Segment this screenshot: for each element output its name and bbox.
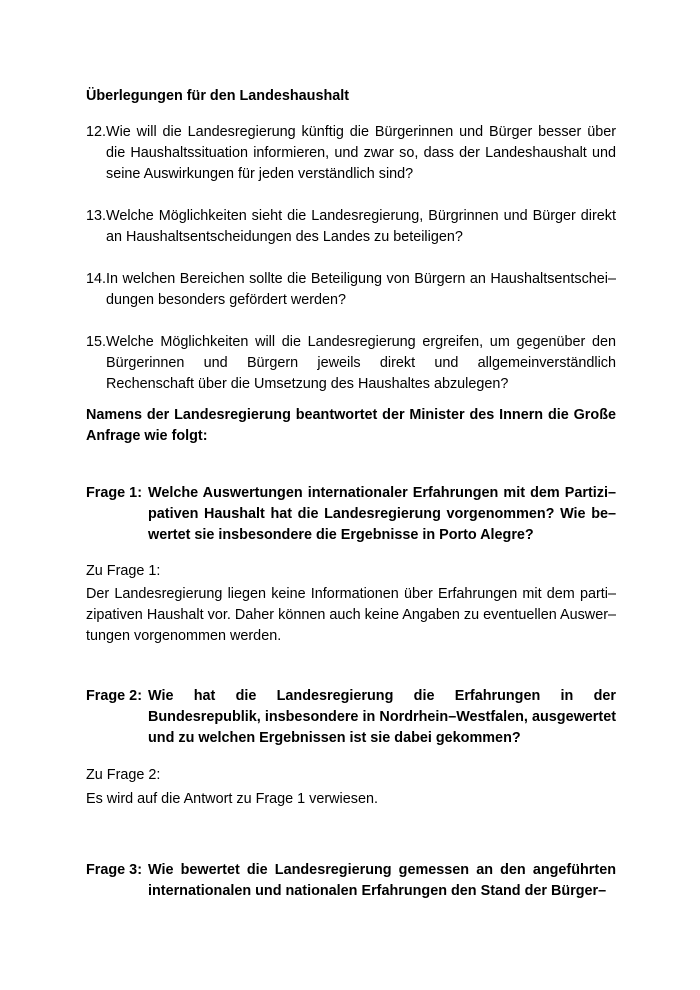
frage-text: Wie bewertet die Landesregierung gemessen an den angeführten internationalen und nationalen Erfahrungen den Stand der Bürger– <box>148 862 616 899</box>
question-number: 14. <box>86 271 107 287</box>
question-text: Welche Möglichkeiten will die Landesregierung ergreifen, um gegenüber den Bürgerinnen und Bürgern jeweils direkt und allgemeinverständlich Rechenschaft über die Umsetzung des Haushaltes abzulegen? <box>106 334 616 392</box>
question-number: 15. <box>86 334 107 350</box>
question-item-14 <box>86 269 616 311</box>
antwort-frage-2: Es wird auf die Antwort zu Frage 1 verwiesen. <box>86 791 378 807</box>
question-text: Welche Möglichkeiten sieht die Landesregierung, Bürgrinnen und Bürger direkt an Haushaltsentscheidungen des Landes zu beteiligen? <box>106 208 616 245</box>
frage-2 <box>86 686 616 749</box>
frage-3 <box>86 860 616 902</box>
answer-intro: Namens der Landesregierung beantwortet der Minister des Innern die Große Anfrage wie folgt: <box>86 407 616 444</box>
frage-label: Frage 1: <box>86 485 142 501</box>
frage-text: Wie hat die Landesregierung die Erfahrungen in der Bundesrepublik, insbesondere in Nordrhein–Westfalen, ausgewertet und zu welchen Ergebnissen ist sie dabei gekommen? <box>148 688 616 746</box>
question-item-13 <box>86 206 616 248</box>
question-text: Wie will die Landesregierung künftig die Bürgerinnen und Bürger besser über die Haushaltssituation informieren, und zwar so, dass der Landeshaushalt und seine Auswirkungen für jeden verständlich sind? <box>106 124 616 182</box>
question-number: 13. <box>86 208 107 224</box>
document-page <box>86 0 616 990</box>
frage-text: Welche Auswertungen internationaler Erfahrungen mit dem Partizi– pativen Haushalt hat die Landesregierung vorgenommen? Wie be– wertet sie insbesondere die Ergebnisse in Porto Alegre? <box>148 485 616 543</box>
zu-frage-2: Zu Frage 2: <box>86 767 161 783</box>
question-item-15 <box>86 332 616 395</box>
section-heading: Überlegungen für den Landeshaushalt <box>86 88 350 104</box>
question-item-12 <box>86 122 616 185</box>
frage-1 <box>86 483 616 546</box>
question-number: 12. <box>86 124 107 140</box>
question-list <box>86 122 616 416</box>
zu-frage-1: Zu Frage 1: <box>86 563 161 579</box>
question-text: In welchen Bereichen sollte die Beteiligung von Bürgern an Haushaltsentschei– dungen besonders gefördert werden? <box>106 271 616 308</box>
frage-label: Frage 2: <box>86 688 142 704</box>
frage-label: Frage 3: <box>86 862 142 878</box>
antwort-frage-1: Der Landesregierung liegen keine Informationen über Erfahrungen mit dem parti– zipativen Haushalt vor. Daher können auch keine Angaben zu eventuellen Auswer– tungen vorgenommen werden. <box>86 586 616 644</box>
